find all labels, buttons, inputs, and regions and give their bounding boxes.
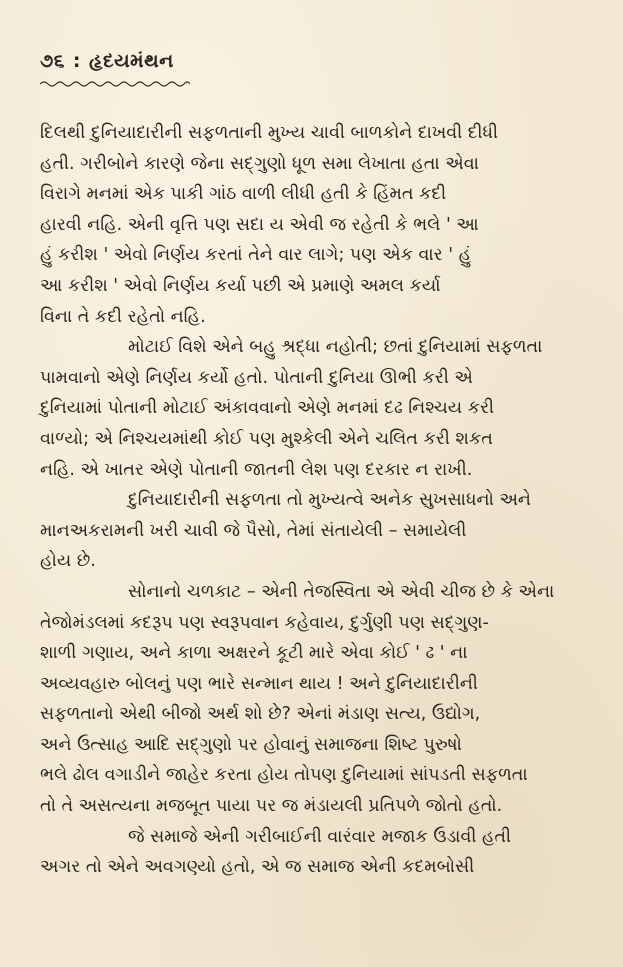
paragraph <box>40 118 600 332</box>
paragraph <box>40 577 600 822</box>
text-line: શાળી ગણાય, અને કાળા અક્ષરને કૂટી મારે એવા કોઈ ' ઢ ' ના <box>40 643 468 664</box>
paragraph <box>40 332 600 485</box>
text-line: હતી. ગરીબોને કારણે જેના સદ્‌ગુણો ધૂળ સમા લેખાતા હતા એવા <box>40 153 479 174</box>
text-line: ભલે ઢોલ વગાડીને જાહેર કરતા હોય તોપણ દુનિયામાં સાંપડતી સફળતા <box>40 765 528 786</box>
text-line: જે સમાજે એની ગરીબાઈની વારંવાર મજાક ઉડાવી હતી <box>128 826 511 847</box>
text-line: તો તે અસત્યના મજબૂત પાયા પર જ મંડાયલી પ્રતિપળે જોતો હતો. <box>40 796 503 817</box>
text-line: માનઅકરામની ખરી ચાવી જે પૈસો, તેમાં સંતાયેલી – સમાયેલી <box>40 520 467 541</box>
text-line: અને ઉત્સાહ આદિ સદ્‌ગુણો પર હોવાનું સમાજના શિષ્ટ પુરુષો <box>40 734 462 755</box>
body-text <box>40 118 600 883</box>
text-line: નહિ. એ ખાતર એણે પોતાની જાતની લેશ પણ દરકાર ન રાખી. <box>40 459 473 480</box>
header-separator: : <box>72 50 81 72</box>
text-line: આ કરીશ ' એવો નિર્ણય કર્યા પછી એ પ્રમાણે અમલ કર્યા <box>40 275 441 296</box>
paragraph <box>40 485 600 577</box>
text-line: તેજોમંડલમાં કદરૂપ પણ સ્વરૂપવાન કહેવાય, દુર્ગુણી પણ સદ્‌ગુણ- <box>40 612 489 633</box>
text-line: પામવાનો એણે નિર્ણય કર્યો હતો. પોતાની દુનિયા ઊભી કરી એ <box>40 367 473 388</box>
text-line: વિના તે કદી રહેતો નહિ. <box>40 306 206 327</box>
wavy-underline <box>40 80 190 88</box>
text-line: અવ્યવહારુ બોલનું પણ ભારે સન્માન થાય ! અને દુનિયાદારીની <box>40 673 478 694</box>
text-line: હું કરીશ ' એવો નિર્ણય કરતાં તેને વાર લાગે; પણ એક વાર ' હું <box>40 245 472 266</box>
chapter-title: હૃદયમંથન <box>88 50 174 72</box>
text-line: હારવી નહિ. એની વૃત્તિ પણ સદા ય એવી જ રહેતી કે ભલે ' આ <box>40 214 479 235</box>
text-line: સફળતાનો એથી બીજો અર્થ શો છે? એનાં મંડાણ સત્ય, ઉદ્યોગ, <box>40 704 481 725</box>
running-header <box>40 50 174 72</box>
text-line: અગર તો એને અવગણ્યો હતો, એ જ સમાજ એની કદમબોસી <box>40 857 475 878</box>
text-line: વિરાગે મનમાં એક પાકી ગાંઠ વાળી લીધી હતી કે હિંમત કદી <box>40 184 447 205</box>
text-line: હોય છે. <box>40 551 96 572</box>
text-line: દુનિયામાં પોતાની મોટાઈ અંકાવવાનો એણે મનમાં દઢ નિશ્ચય કરી <box>40 398 495 419</box>
page-number: ૭૬ <box>40 50 65 72</box>
text-line: દિલથી દુનિયાદારીની સફળતાની મુખ્ય ચાવી બાળકોને દાખવી દીધી <box>40 123 499 143</box>
text-line: દુનિયાદારીની સફળતા તો મુખ્યત્વે અનેક સુખસાધનો અને <box>128 490 531 511</box>
text-line: વાળ્યો; એ નિશ્ચયમાંથી કોઈ પણ મુશ્કેલી એને ચલિત કરી શકત <box>40 428 493 449</box>
paragraph <box>40 822 600 883</box>
text-line: મોટાઈ વિશે એને બહુ શ્રદ્ધા નહોતી; છતાં દુનિયામાં સફળતા <box>128 337 543 358</box>
text-line: સોનાનો ચળકાટ – એની તેજસ્વિતા એ એવી ચીજ છે કે એના <box>128 581 555 602</box>
